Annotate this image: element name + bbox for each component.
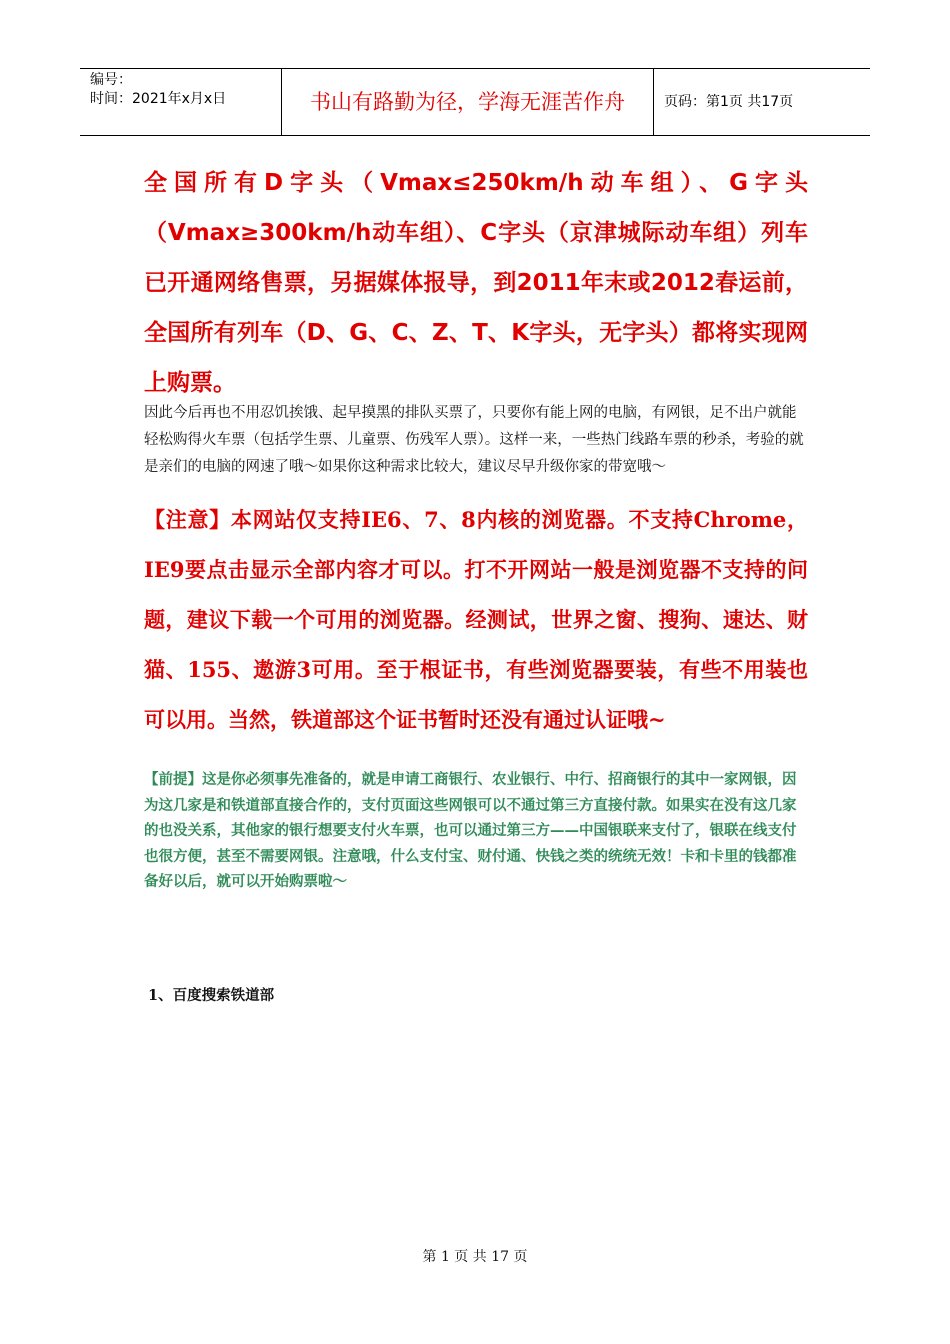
- intro-body: 因此今后再也不用忍饥挨饿、起早摸黑的排队买票了，只要你有能上网的电脑，有网银，足不出户就能轻松购得火车票（包括学生票、儿童票、伤残军人票）。这样一来，一些热门线路车票的秒杀，考验的就是亲们的电脑的网速了哦～如果你这种需求比较大，建议尽早升级你家的带宽哦～: [144, 405, 804, 475]
- page-footer: 第 1 页 共 17 页: [422, 1249, 528, 1265]
- notice-paragraph: 【注意】本网站仅支持IE6、7、8内核的浏览器。不支持Chrome，IE9要点击显示全部内容才可以。打不开网站一般是浏览器不支持的问题，建议下载一个可用的浏览器。经测试，世界之窗、搜狗、速达、财猫、155、遨游3可用。至于根证书，有些浏览器要装，有些不用装也可以用。当然，铁道部这个证书暂时还没有通过认证哦~: [144, 507, 808, 732]
- document-number-label: 编号：: [90, 72, 132, 88]
- header-motto: 书山有路勤为径，学海无涯苦作舟: [282, 69, 654, 135]
- document-date-label: 时间：2021年x月x日: [90, 91, 227, 107]
- premise-paragraph: 【前提】这是你必须事先准备的，就是申请工商银行、农业银行、中行、招商银行的其中一家网银，因为这几家是和铁道部直接合作的，支付页面这些网银可以不通过第三方直接付款。如果实在没有这几家的也没关系，其他家的银行想要支付火车票，也可以通过第三方——中国银联来支付了，银联在线支付也很方便，甚至不需要网银。注意哦，什么支付宝、财付通、快钱之类的统统无效！卡和卡里的钱都准备好以后，就可以开始购票啦～: [144, 771, 797, 890]
- header-page-code: 页码：第1页 共17页: [664, 94, 794, 110]
- document-body: [144, 158, 808, 895]
- header-meta: [80, 69, 282, 135]
- step-1-heading: 1、百度搜索铁道部: [148, 987, 275, 1004]
- intro-heading: 全国所有D字头（Vmax≤250km/h动车组）、G字头（Vmax≥300km/h动车组）、C字头（京津城际动车组）列车已开通网络售票，另据媒体报导，到2011年末或2012春运前，全国所有列车（D、G、C、Z、T、K字头，无字头）都将实现网上购票。: [144, 170, 808, 396]
- page-header: [80, 68, 870, 136]
